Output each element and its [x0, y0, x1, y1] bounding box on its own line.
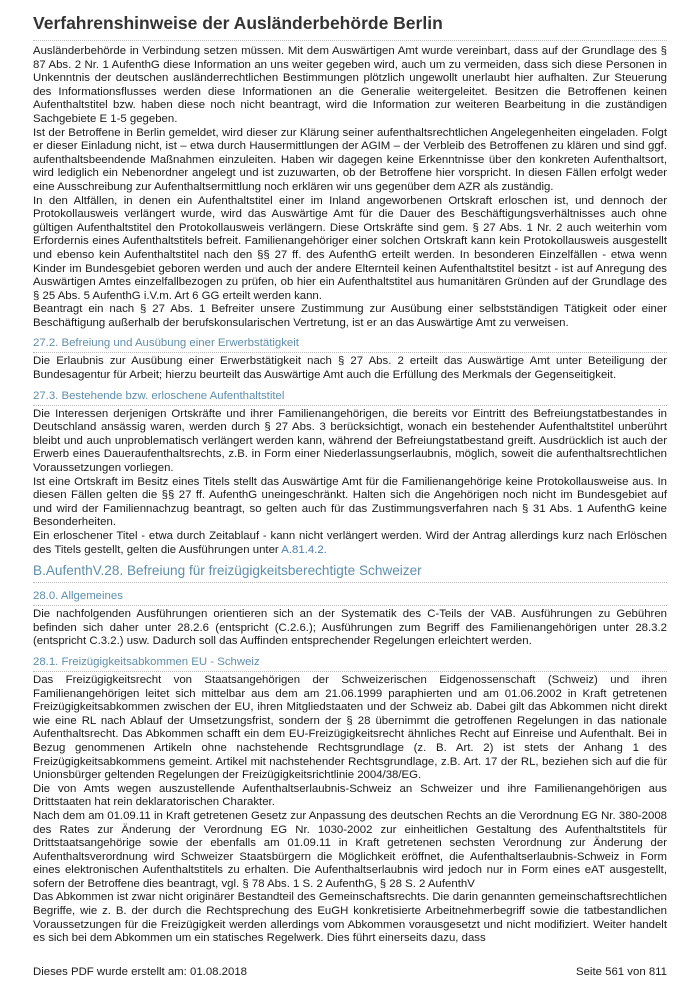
chapter-heading-28: B.AufenthV.28. Befreiung für freizügigkeitsberechtigte Schweizer — [33, 562, 667, 583]
paragraph-with-link — [33, 530, 667, 557]
paragraph: Ist eine Ortskraft im Besitz eines Titels stellt das Auswärtige Amt für die Familienangehörige keine Protokollausweise aus. In diesen Fällen gelten die §§ 27 ff. AufenthG uneingeschränkt. Halten sich die Angehörigen noch nicht im Bundesgebiet auf und wird der Familiennachzug beantragt, so gelten auch für das Zustimmungsverfahren nach § 31 Abs. 1 AufenthG keine Besonderheiten. — [33, 475, 667, 529]
section-heading-28-1: 28.1. Freizügigkeitsabkommen EU - Schweiz — [33, 655, 667, 672]
paragraph: Die von Amts wegen auszustellende Aufenthaltserlaubnis-Schweiz an Schweizer und ihre Familienangehörigen aus Drittstaaten hat rein deklaratorischen Charakter. — [33, 782, 667, 809]
paragraph: Ausländerbehörde in Verbindung setzen müssen. Mit dem Auswärtigen Amt wurde vereinbart, dass auf der Grundlage des § 87 Abs. 2 Nr. 1 AufenthG diese Information an uns weiter gegeben wird, auch um zu vermeiden, dass sich diese Personen in Unkenntnis der deutschen ausländerrechtlichen Bestimmungen plötzlich ungewollt unerlaubt hier aufhalten. Zur Steuerung des Informationsflusses werden diese Informationen an die Generalie weitergeleitet. Besitzen die Betroffenen keinen Aufenthaltstitel bzw. haben diese noch nicht beantragt, wird die Information zur weiteren Bearbeitung in die zuständigen Sachgebiete E 1-5 gegeben. — [33, 45, 667, 125]
paragraph: Beantragt ein nach § 27 Abs. 1 Befreiter unsere Zustimmung zur Ausübung einer selbstständigen Tätigkeit oder einer Beschäftigung außerhalb der berufskonsularischen Vertretung, ist er an das Auswärtige Amt zu verweisen. — [33, 303, 667, 329]
section-heading-27-3: 27.3. Bestehende bzw. erloschene Aufenthaltstitel — [33, 389, 667, 406]
intro-text — [33, 45, 667, 330]
page-footer — [33, 966, 667, 978]
page-title: Verfahrenshinweise der Ausländerbehörde Berlin — [33, 10, 667, 41]
section-heading-27-2: 27.2. Befreiung und Ausübung einer Erwerbstätigkeit — [33, 336, 667, 353]
paragraph: In den Altfällen, in denen ein Aufenthaltstitel einer im Inland angeworbenen Ortskraft erloschen ist, und dennoch der Protokollausweis verlängert wurde, wird das Auswärtige Amt für die Dauer des Beschäftigungsverhältnisses auch ohne gültigen Aufenthaltstitel den Protokollausweis verlängern. Diese Ortskräfte sind gem. § 27 Abs. 1 Nr. 2 auch weiterhin vom Erfordernis eines Aufenthaltstitels befreit. Familienangehöriger einer solchen Ortskraft kann kein Protokollausweis ausgestellt und ebenso kein Aufenthaltstitel nach den §§ 27 ff. des AufenthG erteilt werden. In besonderen Einzelfällen - etwa wenn Kinder im Bundesgebiet geboren werden und auch der andere Elternteil keinen Aufenthaltstitel besitzt - ist auf Anregung des Auswärtigen Amtes einzelfallbezogen zu prüfen, ob hier ein Aufenthaltstitel aus humanitären Gründen auf der Grundlage des § 25 Abs. 5 AufenthG i.V.m. Art 6 GG erteilt werden kann. — [33, 194, 667, 302]
paragraph: Ist der Betroffene in Berlin gemeldet, wird dieser zur Klärung seiner aufenthaltsrechtlichen Angelegenheiten eingeladen. Folgt er dieser Einladung nicht, ist – etwa durch Hausermittlungen der AGIM – der Verbleib des Betroffenen zu klären und sind ggf. aufenthaltsbeendende Maßnahmen einzuleiten. Haben wir dagegen keine Erkenntnisse über den konkreten Aufenthaltsort, wird lediglich ein Nebenordner angelegt und ist zuzuwarten, ob der Betroffene hier vorspricht. In diesen Fällen erfolgt weder eine Ausschreibung zur Aufenthaltsermittlung noch erklären wir uns gegenüber dem AZR als zuständig. — [33, 126, 667, 193]
paragraph: Nach dem am 01.09.11 in Kraft getretenen Gesetz zur Anpassung des deutschen Rechts an die Verordnung EG Nr. 380-2008 des Rates zur Änderung der Verordnung EG Nr. 1030-2002 zur einheitlichen Gestaltung des Aufenthaltstitels für Drittstaatsangehörige sowie der ebenfalls am 01.09.11 in Kraft getretenen sechsten Verordnung zur Änderung der Aufenthaltsverordnung wird Schweizer Staatsbürgern die Möglichkeit eröffnet, die Aufenthaltserlaubnis-Schweiz in Form eines elektronischen Aufenthaltstitels zu erhalten. Die Aufenthaltserlaubnis wird jedoch nur in Form eines eAT ausgestellt, sofern der Betroffene dies beantragt, vgl. § 78 Abs. 1 S. 2 AufenthG, § 28 S. 2 AufenthV — [33, 809, 667, 890]
paragraph: Das Freizügigkeitsrecht von Staatsangehörigen der Schweizerischen Eidgenossenschaft (Schweiz) und ihren Familienangehörigen leitet sich mittelbar aus dem am 21.06.1999 paraphierten und am 01.06.2002 in Kraft getretenen Freizügigkeitsabkommen zwischen der EU, ihren Mitgliedstaaten und der Schweiz ab. Dabei gilt das Abkommen nicht direkt wie eine RL nach Ablauf der Umsetzungsfrist, sondern der § 28 übernimmt die getroffenen Regelungen in das nationale Aufenthaltsrecht. Das Abkommen schafft ein dem EU-Freizügigkeitsrecht ähnliches Recht auf Einreise und Aufenthalt. Bei in Bezug genommenen Artikeln ohne nachstehende Rechtsgrundlage (z. B. Art. 2) ist stets der Anhang 1 des Freizügigkeitsabkommens gemeint. Artikel mit nachstehender Rechtsgrundlage, z.B. Art. 17 der RL, beziehen sich auf die für Unionsbürger geltenden Regelungen der Freizügigkeitsrichtlinie 2004/38/EG. — [33, 673, 667, 782]
paragraph: Die nachfolgenden Ausführungen orientieren sich an der Systematik des C-Teils der VAB. Ausführungen zu Gebühren befinden sich daher unter 28.2.6 (entspricht (C.2.6.); Ausführungen zum Begriff des Familienangehörigen unter 28.3.2 (entspricht C.3.2.) usw. Dadurch soll das Auffinden entsprechender Regelungen erleichtert werden. — [33, 608, 667, 648]
paragraph: Die Interessen derjenigen Ortskräfte und ihrer Familienangehörigen, die bereits vor Eintritt des Befreiungstatbestandes in Deutschland ansässig waren, werden durch § 27 Abs. 3 berücksichtigt, wonach ein bestehender Aufenthaltstitel unberührt bleibt und auch unproblematisch verlängert werden kann, während der Befreiungstatbestand greift. Ausdrücklich ist auch der Erwerb eines Daueraufenthaltsrechts, z.B. in Form einer Niederlassungserlaubnis, möglich, soweit die aufenthaltsrechtlichen Voraussetzungen vorliegen. — [33, 407, 667, 475]
paragraph-text: Ein erloschener Titel - etwa durch Zeitablauf - kann nicht verlängert werden. Wird der Antrag allerdings kurz nach Erlöschen des Titels gestellt, gelten die Ausführungen unter — [33, 530, 667, 556]
section-heading-28-0: 28.0. Allgemeines — [33, 589, 667, 606]
created-date: Dieses PDF wurde erstellt am: 01.08.2018 — [33, 966, 247, 978]
paragraph: Das Abkommen ist zwar nicht originärer Bestandteil des Gemeinschaftsrechts. Die darin genannten gemeinschaftsrechtlichen Begriffe, wie z. B. der durch die Rechtsprechung des EuGH konkretisierte Arbeitnehmerbegriff sowie die tatbestandlichen Voraussetzungen für die Freizügigkeit werden allerdings vom Abkommen vorausgesetzt und nicht modifiziert. Weiter handelt es sich bei dem Abkommen um ein statisches Regelwerk. Dies führt einerseits dazu, dass — [33, 891, 667, 945]
page-number: Seite 561 von 811 — [576, 966, 667, 978]
cross-reference-link[interactable]: A.81.4.2. — [281, 543, 327, 556]
document-page — [33, 10, 667, 946]
paragraph: Die Erlaubnis zur Ausübung einer Erwerbstätigkeit nach § 27 Abs. 2 erteilt das Auswärtige Amt unter Beteiligung der Bundesagentur für Arbeit; hierzu beurteilt das Auswärtige Amt auch die Erfüllung des Merkmals der Gegenseitigkeit. — [33, 355, 667, 382]
